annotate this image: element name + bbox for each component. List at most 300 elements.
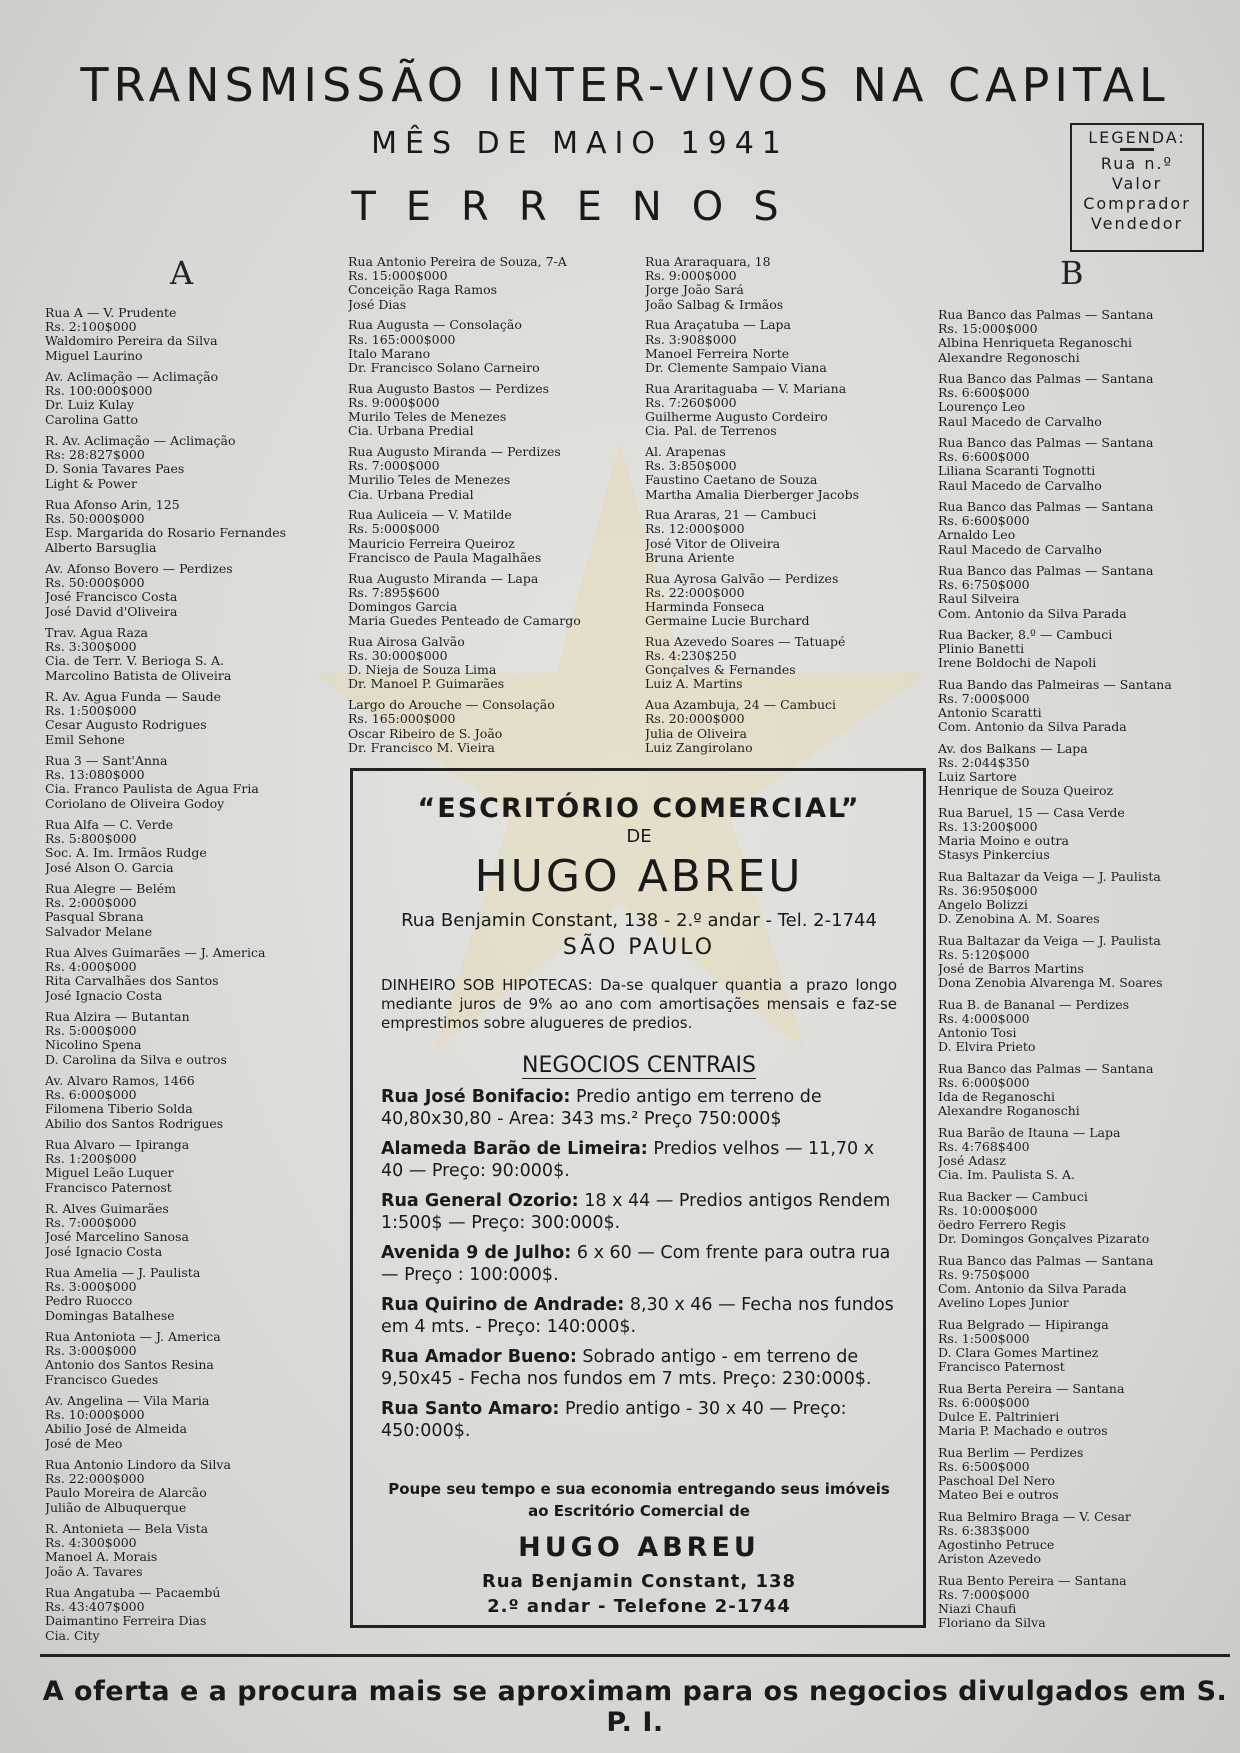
listing-line: João Salbag & Irmãos (645, 296, 784, 312)
listing-line: Rs. 4:768$400 (938, 1139, 1030, 1154)
listing-line: Rua Baruel, 15 — Casa Verde (938, 805, 1125, 820)
listing-line: Rua Antonio Pereira de Souza, 7-A (348, 255, 567, 269)
listing-line: R. Alves Guimarães (45, 1202, 169, 1216)
listing-line: Rs. 4:000$000 (938, 1011, 1030, 1026)
section-title: TERRENOS (351, 184, 809, 230)
listing-line: Rua Belgrado — Hipiranga (938, 1317, 1109, 1332)
listing-line: Rs. 13:080$000 (45, 767, 145, 783)
listing-line: Rs. 6:383$000 (938, 1523, 1030, 1538)
ad-mortgage-label: DINHEIRO SOB HIPOTECAS: (381, 976, 593, 994)
ad-business-item (381, 1190, 897, 1234)
listing-line: Henrique de Souza Queiroz (938, 783, 1114, 799)
listing-line: Rs. 6:750$000 (938, 577, 1030, 593)
listing-line: Rs. 50:000$000 (45, 575, 145, 591)
listing-line: Rua Augusto Miranda — Lapa (348, 571, 539, 586)
listing-entry (45, 1522, 325, 1579)
listing-line: Rs. 5:000$000 (348, 521, 440, 537)
listing-line: Alexandre Roganoschi (938, 1103, 1080, 1119)
listing-line: Rs. 36:950$000 (938, 883, 1038, 898)
listing-entry (45, 882, 325, 939)
legend-line: Vendedor (1090, 214, 1184, 233)
listing-line: Rua Banco das Palmas — Santana (938, 308, 1154, 322)
ad-business-details: Predio antigo - 30 x 40 — Preço: 450:000$. (381, 1399, 847, 1441)
listing-line: Manoel A. Morais (45, 1549, 158, 1565)
listing-entry (645, 382, 935, 439)
listing-column-2 (348, 255, 638, 762)
listing-line: Rs. 5:800$000 (45, 831, 137, 847)
listing-line: Rs. 3:850$000 (645, 458, 737, 474)
listing-line: Domingas Batalhese (45, 1307, 175, 1323)
listing-line: Com. Antonio da Silva Parada (938, 605, 1127, 621)
listing-line: Rs. 30:000$000 (348, 648, 448, 664)
listing-line: Francisco de Paula Magalhães (348, 549, 542, 565)
listing-entry (938, 1126, 1218, 1183)
listing-entry (45, 1202, 325, 1259)
listing-line: Rs. 15:000$000 (348, 268, 448, 284)
listing-line: Rua Amelia — J. Paulista (45, 1266, 201, 1280)
listing-line: Avelino Lopes Junior (938, 1295, 1069, 1311)
listing-line: José David d'Oliveira (45, 603, 178, 619)
listing-line: José Ignacio Costa (45, 987, 163, 1003)
listing-line: D. Elvira Prieto (938, 1039, 1036, 1055)
listing-line: Soc. A. Im. Irmãos Rudge (45, 845, 207, 861)
listing-line: R. Av. Agua Funda — Saude (45, 690, 222, 704)
listing-line: Antonio Scaratti (938, 705, 1042, 721)
ad-business-details: Sobrado antigo - em terreno de 9,50x45 - Fecha nos fundos em 7 mts. Preço: 230:000$. (381, 1347, 872, 1389)
listing-line: Rua Backer — Cambuci (938, 1189, 1088, 1204)
listing-line: Rs. 6:000$000 (938, 1395, 1030, 1410)
listing-line: Rua Antoniota — J. America (45, 1330, 221, 1344)
listing-entry (45, 690, 325, 747)
listing-line: Dona Zenobia Alvarenga M. Soares (938, 975, 1163, 991)
listing-line: Rs. 15:000$000 (938, 321, 1038, 337)
listing-line: Rs. 1:500$000 (938, 1331, 1030, 1346)
listing-entry (45, 1394, 325, 1451)
ad-company-name: HUGO ABREU (474, 851, 804, 902)
ad-business-street: Alameda Barão de Limeira: (381, 1139, 648, 1159)
listing-line: Luiz A. Martins (645, 676, 743, 692)
listing-column-3 (645, 255, 935, 762)
listing-column-1 (45, 306, 325, 1650)
ad-section-heading (381, 1053, 897, 1078)
ad-business-details: 6 x 60 — Com frente para outra rua — Preço : 100:000$. (381, 1243, 891, 1285)
listing-line: R. Antonieta — Bela Vista (45, 1522, 209, 1536)
ad-business-item (381, 1086, 897, 1130)
listing-line: Rs. 4:300$000 (45, 1535, 137, 1551)
listing-line: Rs. 165:000$000 (348, 711, 456, 727)
listing-line: Cesar Augusto Rodrigues (45, 717, 207, 733)
listing-line: Francisco Guedes (45, 1371, 159, 1387)
listing-entry (938, 678, 1218, 735)
listing-line: Gonçalves & Fernandes (645, 662, 796, 678)
listing-line: Nicolino Spena (45, 1037, 142, 1053)
listing-line: Mauricio Ferreira Queiroz (348, 535, 515, 551)
listing-line: Esp. Margarida do Rosario Fernandes (45, 525, 287, 541)
listing-entry (938, 1062, 1218, 1119)
listing-line: Rua Augusta — Consolação (348, 318, 522, 333)
listing-entry (938, 500, 1218, 557)
listing-line: Guilherme Augusto Cordeiro (645, 409, 828, 425)
listing-line: D. Carolina da Silva e outros (45, 1051, 227, 1067)
ad-business-item (381, 1398, 897, 1442)
listing-line: Rua Augusto Miranda — Perdizes (348, 444, 561, 459)
listing-entry (938, 1510, 1218, 1567)
listing-line: Av. Alvaro Ramos, 1466 (45, 1074, 195, 1088)
legend-rule (1120, 148, 1154, 151)
listing-line: Rs. 7:000$000 (938, 691, 1030, 706)
listing-line: Carolina Gatto (45, 411, 138, 427)
listing-line: Cia. Pal. de Terrenos (645, 423, 777, 439)
listing-line: Raul Macedo de Carvalho (938, 541, 1102, 557)
listing-line: Rua Araras, 21 — Cambuci (645, 508, 817, 523)
listing-line: Rs. 10:000$000 (938, 1203, 1038, 1218)
listing-line: Manoel Ferreira Norte (645, 345, 790, 361)
legend-box (1070, 123, 1204, 252)
listing-line: D. Zenobina A. M. Soares (938, 911, 1100, 927)
listing-line: D. Nieja de Souza Lima (348, 662, 497, 678)
listing-line: José de Meo (45, 1435, 123, 1451)
listing-line: Ida de Reganoschi (938, 1089, 1056, 1105)
footer-tagline: A oferta e a procura mais se aproximam para os negocios divulgados em S. P. I. (42, 1676, 1228, 1738)
listing-line: Rua Alves Guimarães — J. America (45, 946, 266, 960)
listing-entry (45, 1074, 325, 1131)
listing-entry (45, 562, 325, 619)
listing-line: Coriolano de Oliveira Godoy (45, 795, 225, 811)
listing-line: Cia. Im. Paulista S. A. (938, 1167, 1075, 1183)
listing-line: Dr. Domingos Gonçalves Pizarato (938, 1231, 1150, 1247)
ad-slogan-line: ao Escritório Comercial de (528, 1502, 750, 1520)
listing-line: Rua A — V. Prudente (45, 306, 177, 320)
footer-rule (40, 1654, 1230, 1657)
listing-entry (348, 508, 638, 565)
listing-line: Paschoal Del Nero (938, 1473, 1055, 1489)
listing-entry (45, 1586, 325, 1643)
listing-line: Abilio José de Almeida (45, 1421, 187, 1437)
listing-entry (645, 508, 935, 565)
ad-business-street: Avenida 9 de Julho: (381, 1243, 572, 1263)
listing-line: Light & Power (45, 475, 137, 491)
listing-line: Largo do Arouche — Consolação (348, 698, 555, 713)
listing-line: Rua 3 — Sant'Anna (45, 754, 168, 768)
listing-entry (938, 372, 1218, 429)
listing-line: Rs. 6:000$000 (45, 1087, 137, 1103)
listing-line: Maria P. Machado e outros (938, 1423, 1108, 1439)
listing-line: Rua Antonio Lindoro da Silva (45, 1458, 231, 1472)
listing-line: Miguel Laurino (45, 347, 143, 363)
listing-line: Liliana Scaranti Tognotti (938, 463, 1096, 479)
listing-line: Rs. 9:000$000 (348, 394, 440, 410)
listing-line: Rs. 100:000$000 (45, 383, 153, 399)
listing-line: Rs. 9:000$000 (645, 268, 737, 284)
listing-line: Rua Belmiro Braga — V. Cesar (938, 1509, 1131, 1524)
ad-business-street: Rua Amador Bueno: (381, 1347, 577, 1367)
listing-entry (938, 1318, 1218, 1375)
listing-line: José Alson O. Garcia (45, 859, 174, 875)
listing-line: Lourenço Leo (938, 399, 1026, 415)
listing-line: Rs. 4:230$250 (645, 648, 737, 664)
legend-line: Rua n.º (1100, 154, 1174, 173)
listing-line: Rs. 7:000$000 (348, 458, 440, 474)
listing-line: Maria Moino e outra (938, 833, 1069, 849)
listing-entry (645, 445, 935, 502)
listing-line: Rua Banco das Palmas — Santana (938, 436, 1154, 450)
legend-line: Comprador (1083, 194, 1191, 213)
listing-line: Francisco Paternost (45, 1179, 172, 1195)
legend-line: Valor (1111, 174, 1163, 193)
ad-business-street: Rua General Ozorio: (381, 1191, 579, 1211)
listing-entry (45, 1266, 325, 1323)
listing-line: Rs. 2:044$350 (938, 755, 1030, 770)
listing-line: Rita Carvalhães dos Santos (45, 973, 219, 989)
listing-entry (45, 1010, 325, 1067)
listing-line: Julião de Albuquerque (45, 1499, 187, 1515)
listing-line: Stasys Pinkercius (938, 847, 1050, 863)
listing-entry (938, 308, 1218, 365)
listing-line: Francisco Paternost (938, 1359, 1065, 1375)
listing-line: Rua Ayrosa Galvão — Perdizes (645, 571, 839, 586)
listing-line: Rua Alvaro — Ipiranga (45, 1138, 190, 1152)
listing-line: Rs. 6:600$000 (938, 513, 1030, 529)
listing-entry (938, 1254, 1218, 1311)
listing-line: Antonio dos Santos Resina (45, 1357, 214, 1373)
listing-line: Albina Henriqueta Reganoschi (938, 335, 1133, 351)
listing-line: Rua Baltazar da Veiga — J. Paulista (938, 869, 1161, 884)
ad-business-list (381, 1086, 897, 1442)
listing-line: Rua Angatuba — Pacaembú (45, 1586, 221, 1600)
listing-line: Rs. 7:895$600 (348, 584, 440, 600)
listing-line: Luiz Zangirolano (645, 739, 753, 755)
listing-line: Filomena Tiberio Solda (45, 1101, 193, 1117)
listing-entry (938, 806, 1218, 863)
listing-entry (45, 370, 325, 427)
listing-line: Rs. 10:000$000 (45, 1407, 145, 1423)
listing-line: Dr. Luiz Kulay (45, 397, 135, 413)
listing-line: Av. dos Balkans — Lapa (938, 741, 1088, 756)
listing-line: Alberto Barsuglia (45, 539, 157, 555)
listing-line: José Vitor de Oliveira (645, 535, 781, 551)
listing-entry (45, 306, 325, 363)
listing-line: Jorge João Sará (645, 282, 744, 298)
listing-line: Dr. Manoel P. Guimarães (348, 676, 505, 692)
page-subtitle: MÊS DE MAIO 1941 (371, 126, 789, 161)
ad-business-item (381, 1294, 897, 1338)
ad-business-details: Predio antigo em terreno de 40,80x30,80 - Area: 343 ms.² Preço 750:000$ (381, 1087, 822, 1129)
listing-line: Ariston Azevedo (938, 1551, 1041, 1567)
page-title: TRANSMISSÃO INTER-VIVOS NA CAPITAL (80, 58, 1170, 112)
listing-line: José Adasz (938, 1153, 1006, 1169)
listing-line: R. Av. Aclimação — Aclimação (45, 434, 236, 448)
listing-entry (938, 1574, 1218, 1631)
listing-entry (938, 870, 1218, 927)
listing-line: Rua Backer, 8.º — Cambuci (938, 628, 1113, 642)
listing-line: Rs. 5:000$000 (45, 1023, 137, 1039)
listing-entry (348, 382, 638, 439)
listing-line: Rua Araraquara, 18 (645, 255, 771, 269)
listing-line: Rs. 6:500$000 (938, 1459, 1030, 1474)
listing-line: Rs. 43:407$000 (45, 1599, 145, 1615)
listing-line: Rs. 22:000$000 (45, 1471, 145, 1487)
listing-entry (645, 572, 935, 629)
listing-line: Luiz Sartore (938, 769, 1017, 785)
listing-entry (645, 318, 935, 375)
listing-line: Rs. 7:000$000 (938, 1587, 1030, 1602)
listing-line: José Dias (348, 296, 407, 312)
ad-business-street: Rua Quirino de Andrade: (381, 1295, 625, 1315)
listing-entry (938, 436, 1218, 493)
listing-line: Rs. 13:200$000 (938, 819, 1038, 834)
listing-entry (645, 698, 935, 755)
listing-line: Rua Bento Pereira — Santana (938, 1573, 1127, 1588)
listing-line: Daimantino Ferreira Dias (45, 1613, 207, 1629)
listing-line: Rua Alzira — Butantan (45, 1010, 190, 1024)
listing-entry (938, 998, 1218, 1055)
listing-line: João A. Tavares (45, 1563, 143, 1579)
ad-company-name-footer: HUGO ABREU (518, 1532, 760, 1563)
listing-line: Maria Guedes Penteado de Camargo (348, 613, 581, 629)
listing-line: Rua Berlim — Perdizes (938, 1445, 1084, 1460)
listing-line: Raul Macedo de Carvalho (938, 477, 1102, 493)
ad-address-footer: Rua Benjamin Constant, 138 (481, 1571, 797, 1592)
listing-entry (938, 1190, 1218, 1247)
listing-line: Rua Barão de Itauna — Lapa (938, 1125, 1121, 1140)
listing-line: José de Barros Martins (938, 961, 1084, 977)
listing-line: Antonio Tosi (938, 1025, 1017, 1041)
listing-line: Rs. 22:000$000 (645, 584, 745, 600)
ad-phone-footer: 2.º andar - Telefone 2-1744 (487, 1596, 791, 1617)
listing-entry (938, 742, 1218, 799)
listing-line: Rua Afonso Arin, 125 (45, 498, 180, 512)
listing-line: Rua Baltazar da Veiga — J. Paulista (938, 933, 1161, 948)
listing-line: Waldomiro Pereira da Silva (45, 333, 218, 349)
listing-line: Dulce E. Paltrinieri (938, 1409, 1060, 1425)
legend-title: LEGENDA: (1088, 128, 1186, 147)
ad-business-street: Rua Santo Amaro: (381, 1399, 560, 1419)
listing-line: Trav. Agua Raza (45, 626, 148, 640)
ad-business-item (381, 1242, 897, 1286)
ad-slogan (381, 1478, 897, 1522)
listing-line: D. Clara Gomes Martinez (938, 1345, 1099, 1361)
listing-entry (45, 818, 325, 875)
listing-line: Rs. 3:908$000 (645, 331, 737, 347)
listing-line: Rua Bando das Palmeiras — Santana (938, 677, 1172, 692)
listing-line: Arnaldo Leo (938, 527, 1016, 543)
listing-column-4 (938, 308, 1218, 1638)
listing-line: Germaine Lucie Burchard (645, 613, 810, 629)
listing-line: Dr. Clemente Sampaio Viana (645, 359, 827, 375)
listing-line: D. Sonia Tavares Paes (45, 461, 185, 477)
ad-mortgage-paragraph (381, 976, 897, 1033)
ad-business-item (381, 1138, 897, 1182)
listing-line: Rs. 20:000$000 (645, 711, 745, 727)
listing-line: Rs. 7:000$000 (45, 1215, 137, 1231)
ad-city: SÃO PAULO (562, 935, 716, 960)
listing-line: Rua Airosa Galvão (348, 634, 465, 649)
listing-entry (938, 1382, 1218, 1439)
listing-line: Cia. Urbana Predial (348, 486, 474, 502)
listing-line: Raul Macedo de Carvalho (938, 413, 1102, 429)
listing-line: Rs. 6:600$000 (938, 385, 1030, 401)
listing-line: Av. Aclimação — Aclimação (45, 370, 219, 384)
listing-entry (938, 628, 1218, 671)
listing-line: Rua Auliceia — V. Matilde (348, 508, 512, 523)
listing-line: Rs. 4:000$000 (45, 959, 137, 975)
listing-line: Cia. Urbana Predial (348, 423, 474, 439)
listing-line: Abilio dos Santos Rodrigues (45, 1115, 224, 1131)
listing-entry (45, 1138, 325, 1195)
listing-line: Rua Banco das Palmas — Santana (938, 1253, 1154, 1268)
listing-line: Murilo Teles de Menezes (348, 409, 507, 425)
listing-line: Rs. 6:600$000 (938, 449, 1030, 465)
listing-line: Rua Augusto Bastos — Perdizes (348, 381, 550, 396)
letter-a-heading: A (170, 254, 194, 292)
listing-line: Domingos Garcia (348, 598, 458, 614)
listing-entry (45, 626, 325, 683)
listing-line: Alexandre Regonoschi (938, 349, 1080, 365)
listing-entry (45, 434, 325, 491)
listing-line: Faustino Caetano de Souza (645, 472, 818, 488)
listing-line: Rua Araçatuba — Lapa (645, 318, 791, 333)
listing-line: Rua Banco das Palmas — Santana (938, 500, 1154, 514)
listing-entry (938, 1446, 1218, 1503)
listing-line: Angelo Bolizzi (938, 897, 1028, 913)
listing-line: Rs. 3:300$000 (45, 639, 137, 655)
listing-line: Rs. 1:200$000 (45, 1151, 137, 1167)
listing-line: Martha Amalia Dierberger Jacobs (645, 486, 860, 502)
listing-line: Rs: 28:827$000 (45, 447, 145, 463)
listing-line: Rs. 165:000$000 (348, 331, 456, 347)
listing-entry (645, 255, 935, 312)
listing-line: Cia. Franco Paulista de Agua Fria (45, 781, 259, 797)
listing-line: Rua Alfa — C. Verde (45, 818, 174, 832)
listing-entry (348, 445, 638, 502)
listing-line: Cia. de Terr. V. Berioga S. A. (45, 653, 224, 669)
listing-line: Rs. 2:100$000 (45, 319, 137, 335)
listing-line: Bruna Ariente (645, 549, 735, 565)
listing-line: Conceição Raga Ramos (348, 282, 498, 298)
ad-section-label: NEGOCIOS CENTRAIS (522, 1053, 756, 1078)
listing-line: Rs. 6:000$000 (938, 1075, 1030, 1090)
ad-address: Rua Benjamin Constant, 138 - 2.º andar - Tel. 2-1744 (401, 910, 877, 931)
listing-entry (348, 572, 638, 629)
listing-entry (645, 635, 935, 692)
listing-line: Miguel Leão Luquer (45, 1165, 174, 1181)
listing-line: Rs. 1:500$000 (45, 703, 137, 719)
listing-line: Rua Banco das Palmas — Santana (938, 1061, 1154, 1076)
ad-business-details: 18 x 44 — Predios antigos Rendem 1:500$ — Preço: 300:000$. (381, 1191, 891, 1233)
listing-line: José Francisco Costa (45, 589, 178, 605)
advertisement-box (350, 768, 926, 1628)
listing-entry (348, 635, 638, 692)
listing-line: Av. Afonso Bovero — Perdizes (45, 562, 233, 576)
listing-line: Pasqual Sbrana (45, 909, 144, 925)
listing-line: Floriano da Silva (938, 1615, 1046, 1631)
listing-line: Rua Banco das Palmas — Santana (938, 564, 1154, 578)
listing-entry (348, 255, 638, 312)
listing-line: Rs. 50:000$000 (45, 511, 145, 527)
listing-line: Av. Angelina — Vila Maria (45, 1394, 210, 1408)
listing-line: Rs. 3:000$000 (45, 1279, 137, 1295)
listing-line: Com. Antonio da Silva Parada (938, 1281, 1127, 1297)
listing-entry (45, 1458, 325, 1515)
listing-line: Pedro Ruocco (45, 1293, 133, 1309)
listing-line: Rua Azevedo Soares — Tatuapé (645, 634, 846, 649)
listing-line: Julia de Oliveira (645, 725, 747, 741)
listing-line: José Ignacio Costa (45, 1243, 163, 1259)
listing-entry (45, 754, 325, 811)
listing-entry (45, 1330, 325, 1387)
listing-entry (45, 498, 325, 555)
listing-entry (348, 318, 638, 375)
